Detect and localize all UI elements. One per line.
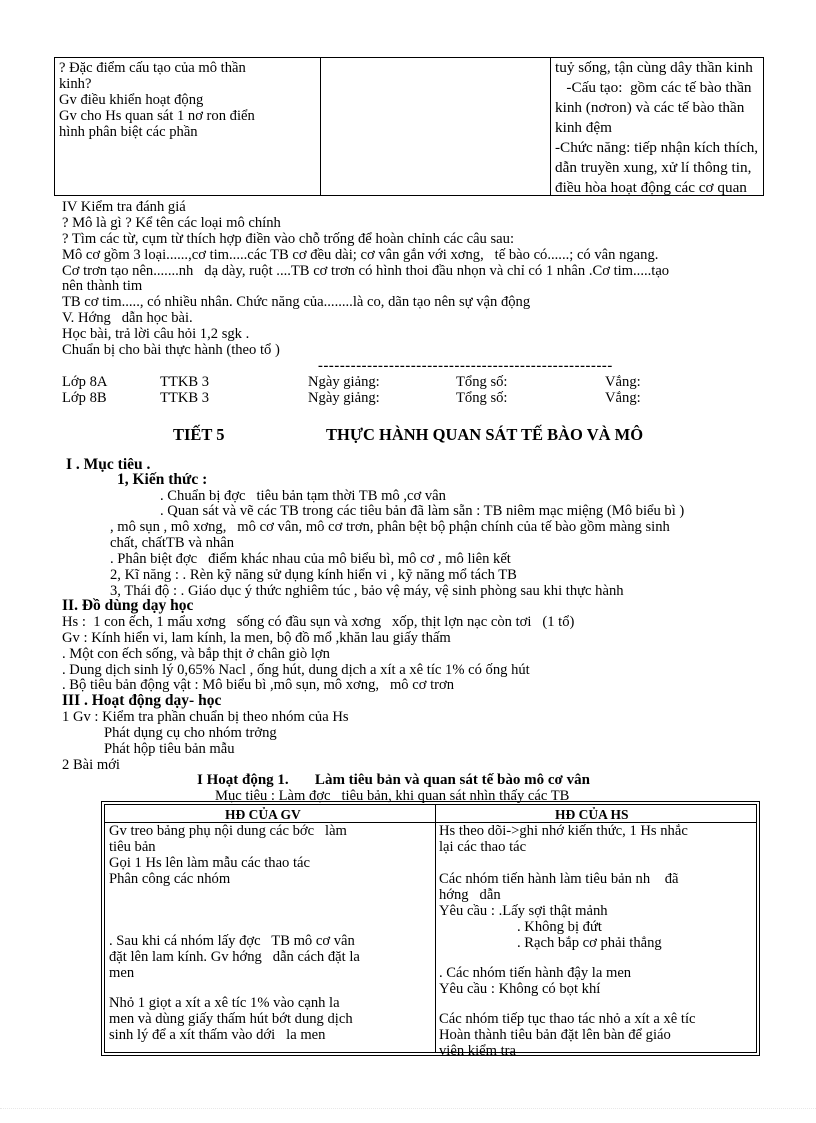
teacher-activity-text: tiêu bản	[109, 839, 156, 855]
paragraph-line: chất, chấtTB và nhân	[110, 535, 234, 551]
teacher-activity-text: Gọi 1 Hs lên làm mẫu các thao tác	[109, 855, 310, 871]
student-activity-text: Hs theo dõi->ghi nhớ kiến thức, 1 Hs nhắc	[439, 823, 688, 839]
paragraph-line: Chuẩn bị cho bài thực hành (theo tổ )	[62, 342, 280, 358]
paragraph-line: 2, Kĩ năng : . Rèn kỹ năng sử dụng kính hiển vi , kỹ năng mổ tách TB	[110, 567, 517, 583]
paragraph-line: . Phân biệt đợc điểm khác nhau của mô biểu bì, mô cơ , mô liên kết	[110, 551, 511, 567]
student-activity-text: . Không bị đứt	[517, 919, 602, 935]
section-heading: II. Đồ dùng dạy học	[62, 597, 194, 614]
teaching-date-label: Ngày giảng:	[308, 390, 380, 406]
lesson-number: TIẾT 5	[173, 425, 225, 444]
teacher-activity-text: sinh lý để a xít thấm vào dới la men	[109, 1027, 326, 1043]
activity-table	[101, 801, 760, 1059]
class-label: Lớp 8A	[62, 374, 108, 390]
table-cell-text: điều hòa hoạt động các cơ quan	[555, 179, 747, 196]
class-label: Lớp 8B	[62, 390, 107, 406]
timetable-label: TTKB 3	[160, 390, 210, 406]
paragraph-line: 1 Gv : Kiểm tra phần chuẩn bị theo nhóm của Hs	[62, 709, 349, 725]
paragraph-line: 2 Bài mới	[62, 757, 120, 773]
lesson-title: THỰC HÀNH QUAN SÁT TẾ BÀO VÀ MÔ	[326, 425, 644, 444]
absent-label: Vắng:	[605, 374, 641, 390]
table-cell-text: -Chức năng: tiếp nhận kích thích,	[555, 139, 759, 156]
table-cell-text: tuỷ sống, tận cùng dây thần kinh	[555, 59, 753, 76]
section-heading: IV Kiểm tra đánh giá	[62, 199, 186, 215]
paragraph-line: ? Mô là gì ? Kể tên các loại mô chính	[62, 215, 281, 231]
paragraph-line: Hs : 1 con ếch, 1 mẩu xơng sống có đầu sụn và xơng xốp, thịt lợn nạc còn tơi (1 tổ)	[62, 614, 575, 630]
activity-table-header	[105, 805, 756, 823]
table-cell-text: dẫn truyền xung, xử lí thông tin,	[555, 159, 752, 176]
table-cell-text: hình phân biệt các phần	[59, 124, 198, 140]
teacher-activity-text: men và dùng giấy thấm hút bớt dung dịch	[109, 1011, 353, 1027]
paragraph-line: , mô sụn , mô xơng, mô cơ vân, mô cơ trơn, phân bệt bộ phận chính của tế bào gồm màng sinh	[110, 519, 670, 535]
page-bottom-border	[0, 1108, 816, 1110]
paragraph-line: Phát hộp tiêu bản mẫu	[104, 741, 235, 757]
table-cell-text: kinh?	[59, 76, 92, 92]
table-cell-text: kinh đệm	[555, 119, 612, 136]
student-activity-text: Các nhóm tiến hành làm tiêu bản nh đã	[439, 871, 679, 887]
section-heading: V. Hớng dẫn học bài.	[62, 310, 193, 326]
student-activity-text: viên kiểm tra	[439, 1043, 516, 1059]
paragraph-line: . Một con ếch sống, và bắp thịt ở chân giò lợn	[62, 646, 330, 662]
section-heading: I . Mục tiêu .	[66, 456, 151, 473]
student-activity-text: Các nhóm tiếp tục thao tác nhỏ a xít a xê tíc	[439, 1011, 696, 1027]
teacher-activity-text: men	[109, 965, 135, 981]
activity-goal: Mục tiêu : Làm đợc tiêu bản, khi quan sát nhìn thấy các TB	[215, 788, 570, 804]
paragraph-line: nên thành tim	[62, 278, 143, 294]
top-table-col-content	[551, 58, 765, 195]
timetable-label: TTKB 3	[160, 374, 210, 390]
total-label: Tổng số:	[456, 374, 508, 390]
paragraph-line: . Quan sát và vẽ các TB trong các tiêu bản đã làm sẵn : TB niêm mạc miệng (Mô biểu bì )	[160, 503, 685, 519]
teacher-activity-text: Nhỏ 1 giọt a xít a xê tíc 1% vào cạnh la	[109, 995, 340, 1011]
activity-title: I Hoạt động 1. Làm tiêu bản và quan sát tế bào mô cơ vân	[197, 772, 590, 788]
paragraph-line: . Bộ tiêu bản động vật : Mô biểu bì ,mô sụn, mô xơng, mô cơ trơn	[62, 677, 455, 693]
header-teacher-activity: HĐ CỦA GV	[225, 807, 301, 822]
absent-label: Vắng:	[605, 390, 641, 406]
header-student-activity: HĐ CỦA HS	[555, 807, 629, 822]
section-heading: III . Hoạt động dạy- học	[62, 692, 222, 709]
teacher-activity-text: đặt lên lam kính. Gv hớng dẫn cách đặt la	[109, 949, 360, 965]
table-cell-text: ? Đặc điểm cấu tạo của mô thần	[59, 60, 246, 76]
paragraph-line: Học bài, trả lời câu hỏi 1,2 sgk .	[62, 326, 250, 342]
paragraph-line: . Dung dịch sinh lý 0,65% Nacl , ống hút, dung dịch a xít a xê tíc 1% có ống hút	[62, 662, 530, 678]
teaching-date-label: Ngày giảng:	[308, 374, 380, 390]
student-activity-text: lại các thao tác	[439, 839, 527, 855]
paragraph-line: Phát dụng cụ cho nhóm trởng	[104, 725, 277, 741]
paragraph-line: ? Tìm các từ, cụm từ thích hợp điền vào chỗ trống để hoàn chỉnh các câu sau:	[62, 231, 515, 247]
table-cell-text: Gv cho Hs quan sát 1 nơ ron điển	[59, 108, 255, 124]
student-activity-text: Yêu cầu : .Lấy sợi thật mảnh	[439, 903, 608, 919]
student-activity-text: . Các nhóm tiến hành đậy la men	[439, 965, 632, 981]
student-activity-text: hớng dẫn	[439, 887, 501, 903]
student-activity-text: Hoàn thành tiêu bản đặt lên bàn để giáo	[439, 1027, 671, 1043]
paragraph-line: Mô cơ gồm 3 loại......,cơ tim.....các TB cơ đều dài; cơ vân gắn với xơng, tế bào có......; có vân ngang.	[62, 247, 659, 263]
total-label: Tổng số:	[456, 390, 508, 406]
top-table-col-empty	[321, 58, 551, 195]
teacher-activity-text: Phân công các nhóm	[109, 871, 231, 887]
paragraph-line: 3, Thái độ : . Giáo dục ý thức nghiêm túc , bảo vệ máy, vệ sinh phòng sau khi thực hành	[110, 583, 624, 599]
paragraph-line: . Chuẩn bị đợc tiêu bản tạm thời TB mô ,cơ vân	[160, 488, 446, 504]
table-cell-text: Gv điều khiển hoạt động	[59, 92, 204, 108]
paragraph-line: TB cơ tim....., có nhiều nhân. Chức năng của........là co, dãn tạo nên sự vận động	[62, 294, 531, 310]
separator-line: ------------------------------------------------------	[318, 358, 613, 374]
teacher-activity-text: Gv treo bảng phụ nội dung các bớc làm	[109, 823, 347, 839]
teacher-activity-text: . Sau khi cá nhóm lấy đợc TB mô cơ vân	[109, 933, 355, 949]
table-cell-text: -Cấu tạo: gồm các tế bào thần	[555, 79, 752, 96]
top-table	[54, 57, 764, 196]
table-cell-text: kinh (nơron) và các tế bào thần	[555, 99, 745, 116]
student-activity-text: Yêu cầu : Không có bọt khí	[439, 981, 601, 997]
top-table-col-gv	[55, 58, 321, 195]
paragraph-line: Gv : Kính hiển vi, lam kính, la men, bộ đồ mổ ,khăn lau giấy thấm	[62, 630, 451, 646]
student-activity-text: . Rạch bắp cơ phải thẳng	[517, 935, 662, 951]
subsection-heading: 1, Kiến thức :	[117, 471, 208, 488]
paragraph-line: Cơ trơn tạo nên.......nh dạ dày, ruột ....TB cơ trơn có hình thoi đầu nhọn và chỉ có 1 nhân .Cơ tim.....tạo	[62, 263, 670, 279]
